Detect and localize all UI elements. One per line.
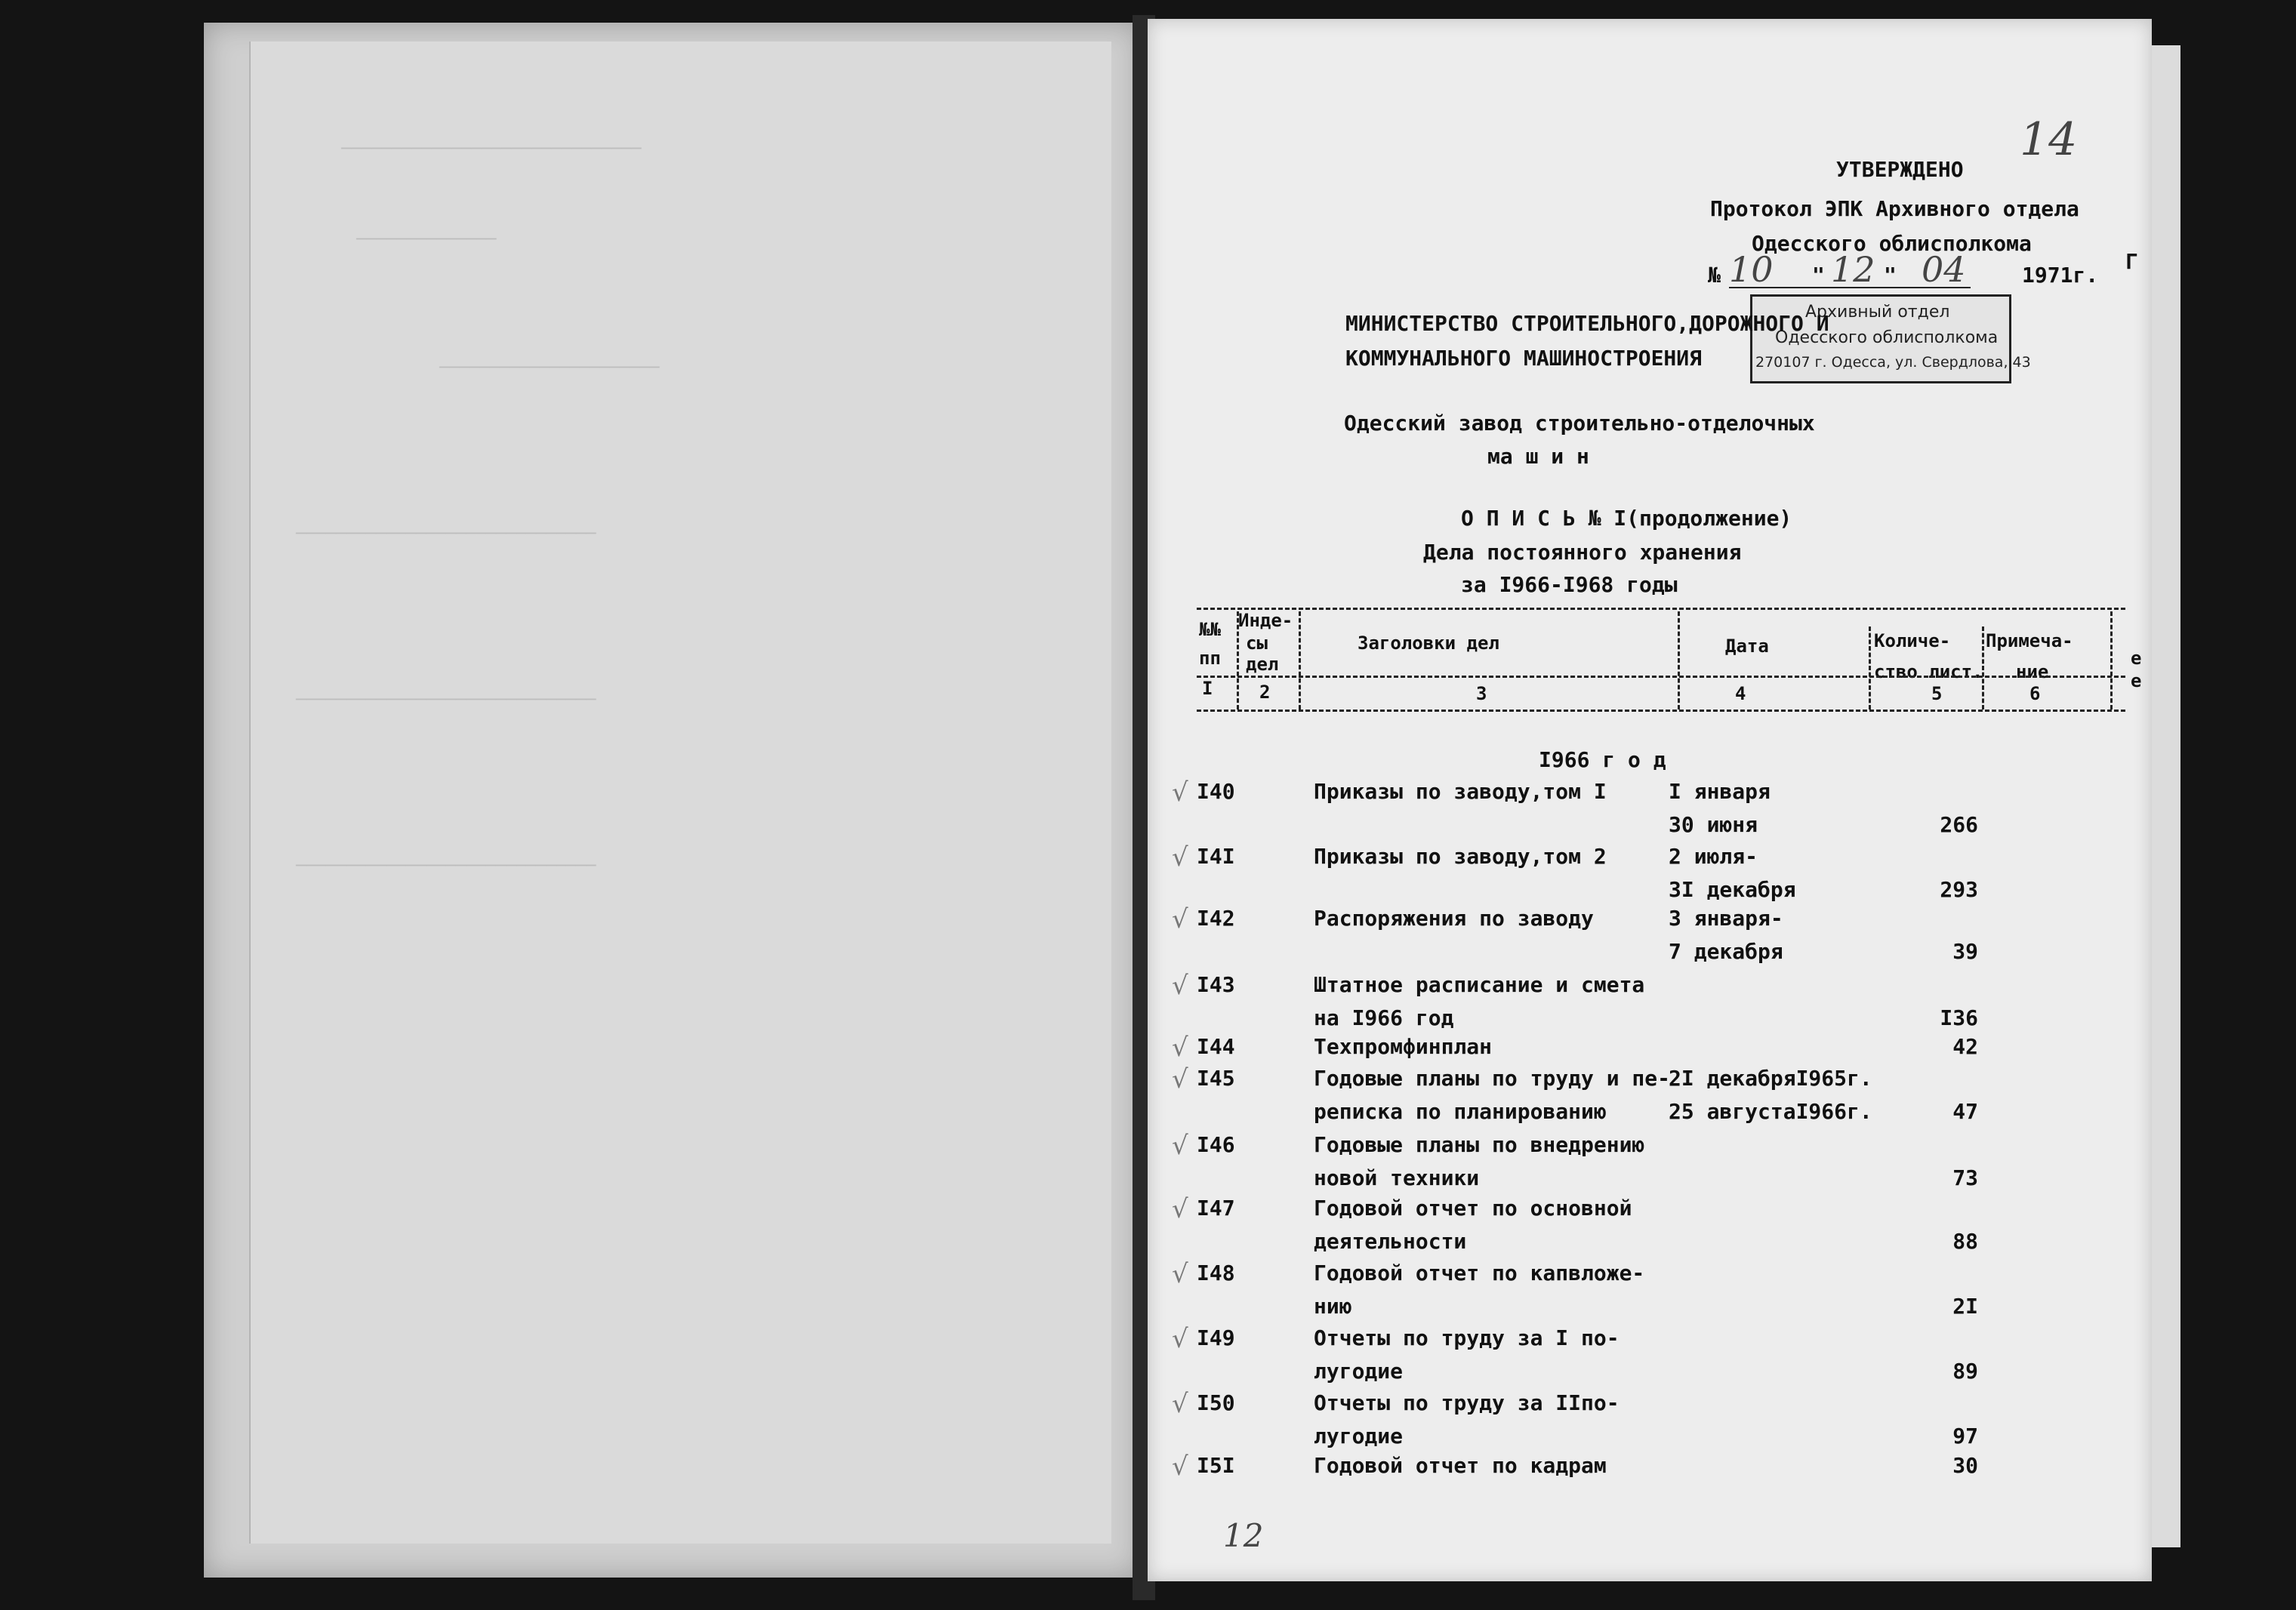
col1-header-b: пп <box>1199 648 1221 669</box>
row-title-line-1: Отчеты по труду за I по- <box>1314 1325 1620 1350</box>
row-title-line-1: Годовые планы по труду и пе- <box>1314 1066 1671 1091</box>
row-number: I4I <box>1197 844 1235 869</box>
row-sheet-count: I36 <box>1940 1005 1978 1030</box>
page-number: 14 <box>2020 113 2078 166</box>
row-number: I43 <box>1197 972 1235 997</box>
bottom-pencil-number: 12 <box>1223 1517 1264 1554</box>
inventory-subtitle: Дела постоянного хранения <box>1423 540 1742 565</box>
check-mark-icon: √ <box>1172 1064 1188 1094</box>
row-date-start: 2I декабряI965г. <box>1669 1066 1872 1091</box>
edge-fragment-c: е <box>2131 670 2142 691</box>
check-mark-icon: √ <box>1172 1194 1188 1224</box>
row-title-line-2: деятельности <box>1314 1229 1467 1254</box>
row-title-line-1: Техпромфинплан <box>1314 1034 1493 1059</box>
approval-year: 1971г. <box>2022 263 2099 288</box>
approval-approved: УТВЕРЖДЕНО <box>1836 157 1964 182</box>
col6-header-a: Примеча- <box>1986 630 2073 651</box>
row-number: I50 <box>1197 1390 1235 1415</box>
row-sheet-count: 89 <box>1952 1359 1978 1384</box>
row-sheet-count: 2I <box>1952 1294 1978 1319</box>
row-sheet-count: 97 <box>1952 1424 1978 1448</box>
row-number: I5I <box>1197 1453 1235 1478</box>
check-mark-icon: √ <box>1172 1451 1188 1482</box>
row-title-line-1: Годовые планы по внедрению <box>1314 1132 1645 1157</box>
check-mark-icon: √ <box>1172 1131 1188 1161</box>
row-title-line-2: реписка по планированию <box>1314 1099 1607 1124</box>
table-bottom-rule <box>1197 710 2125 712</box>
approval-protocol: Протокол ЭПК Архивного отдела <box>1710 196 2079 221</box>
row-sheet-count: 47 <box>1952 1099 1978 1124</box>
approval-number-sign: № <box>1708 263 1721 288</box>
row-date-start: 3 января- <box>1669 906 1783 931</box>
row-number: I42 <box>1197 906 1235 931</box>
year-heading: I966 г о д <box>1539 747 1666 772</box>
col2-number: 2 <box>1259 682 1271 703</box>
row-number: I48 <box>1197 1261 1235 1285</box>
col5-header-b: ство лист. <box>1874 661 1983 682</box>
row-sheet-count: 266 <box>1940 812 1978 837</box>
plant-line-1: Одесский завод строительно-отделочных <box>1344 411 1815 436</box>
col4-header: Дата <box>1725 636 1769 657</box>
edge-fragment-b: е <box>2131 648 2142 669</box>
row-title-line-1: Годовой отчет по кадрам <box>1314 1453 1607 1478</box>
check-mark-icon: √ <box>1172 1389 1188 1419</box>
row-sheet-count: 30 <box>1952 1453 1978 1478</box>
row-date-end: 30 июня <box>1669 812 1758 837</box>
row-title-line-1: Годовой отчет по основной <box>1314 1196 1632 1221</box>
row-title-line-1: Отчеты по труду за IIпо- <box>1314 1390 1620 1415</box>
table-right-border <box>2110 611 2113 710</box>
stamp-line-3: 270107 г. Одесса, ул. Свердлова, 43 <box>1755 354 2031 371</box>
table-mid-rule <box>1197 676 2125 678</box>
row-title-line-1: Штатное расписание и смета <box>1314 972 1645 997</box>
row-title-line-2: лугодие <box>1314 1424 1404 1448</box>
col6-header-b: ние <box>2016 661 2049 682</box>
check-mark-icon: √ <box>1172 1259 1188 1289</box>
col3-header: Заголовки дел <box>1358 633 1499 654</box>
table-col-divider-3 <box>1678 611 1680 710</box>
row-title-line-2: новой техники <box>1314 1165 1480 1190</box>
row-title-line-2: на I966 год <box>1314 1005 1454 1030</box>
approval-month: 04 <box>1922 249 1966 290</box>
approval-quote-1: " <box>1812 263 1825 288</box>
col2-header-b: сы <box>1246 633 1268 654</box>
row-number: I49 <box>1197 1325 1235 1350</box>
stamp-line-2: Одесского облисполкома <box>1775 328 1999 347</box>
ministry-line-1: МИНИСТЕРСТВО СТРОИТЕЛЬНОГО,ДОРОЖНОГО И <box>1345 311 1829 336</box>
col5-header-a: Количе- <box>1874 630 1951 651</box>
row-number: I47 <box>1197 1196 1235 1221</box>
col2-header-c: дел <box>1246 654 1279 675</box>
archive-stamp <box>1750 294 2031 383</box>
check-mark-icon: √ <box>1172 842 1188 873</box>
row-title-line-1: Годовой отчет по капвложе- <box>1314 1261 1645 1285</box>
row-sheet-count: 73 <box>1952 1165 1978 1190</box>
row-number: I40 <box>1197 779 1235 804</box>
table-col-divider-5 <box>1982 626 1984 710</box>
edge-fragment-a: Г <box>2125 249 2138 274</box>
row-date-start: 2 июля- <box>1669 844 1758 869</box>
approval-day: 12 <box>1831 249 1875 290</box>
row-title-line-1: Приказы по заводу,том 2 <box>1314 844 1607 869</box>
row-title-line-2: нию <box>1314 1294 1352 1319</box>
check-mark-icon: √ <box>1172 971 1188 1001</box>
row-sheet-count: 88 <box>1952 1229 1978 1254</box>
col3-number: 3 <box>1476 683 1487 704</box>
inventory-period: за I966-I968 годы <box>1461 572 1678 597</box>
approval-number: 10 <box>1729 249 1774 290</box>
col5-number: 5 <box>1931 683 1943 704</box>
col1-header-a: №№ <box>1199 619 1221 640</box>
ministry-line-2: КОММУНАЛЬНОГО МАШИНОСТРОЕНИЯ <box>1345 346 1703 371</box>
approval-committee: Одесского облисполкома <box>1752 231 2032 256</box>
check-mark-icon: √ <box>1172 777 1188 808</box>
table-top-rule <box>1197 608 2125 610</box>
col6-number: 6 <box>2029 683 2041 704</box>
col4-number: 4 <box>1735 683 1746 704</box>
col1-number: I <box>1202 678 1213 699</box>
row-sheet-count: 42 <box>1952 1034 1978 1059</box>
approval-underline <box>1729 287 1971 288</box>
check-mark-icon: √ <box>1172 1324 1188 1354</box>
plant-line-2: ма ш и н <box>1487 444 1589 469</box>
row-sheet-count: 39 <box>1952 939 1978 964</box>
row-number: I44 <box>1197 1034 1235 1059</box>
row-date-end: 7 декабря <box>1669 939 1783 964</box>
row-sheet-count: 293 <box>1940 877 1978 902</box>
inventory-title: О П И С Ь № I(продолжение) <box>1461 506 1792 531</box>
table-col-divider-2 <box>1299 611 1301 710</box>
row-number: I45 <box>1197 1066 1235 1091</box>
table-col-divider-1 <box>1237 611 1239 710</box>
row-title-line-1: Распоряжения по заводу <box>1314 906 1594 931</box>
row-date-start: I января <box>1669 779 1771 804</box>
left-page-blank-sheet: ────────────────────────────── ────────────── ────────────────────── ────────────────────────────── ────────────────────────────── ────────────────────────────── <box>249 42 1111 1544</box>
col2-header-a: Инде- <box>1238 610 1293 631</box>
row-date-end: 3I декабря <box>1669 877 1796 902</box>
row-title-line-1: Приказы по заводу,том I <box>1314 779 1607 804</box>
row-number: I46 <box>1197 1132 1235 1157</box>
check-mark-icon: √ <box>1172 904 1188 934</box>
approval-quote-2: " <box>1884 263 1897 288</box>
check-mark-icon: √ <box>1172 1033 1188 1063</box>
row-date-end: 25 августаI966г. <box>1669 1099 1872 1124</box>
table-col-divider-4 <box>1869 626 1871 710</box>
row-title-line-2: лугодие <box>1314 1359 1404 1384</box>
stamp-line-1: Архивный отдел <box>1805 303 1950 322</box>
